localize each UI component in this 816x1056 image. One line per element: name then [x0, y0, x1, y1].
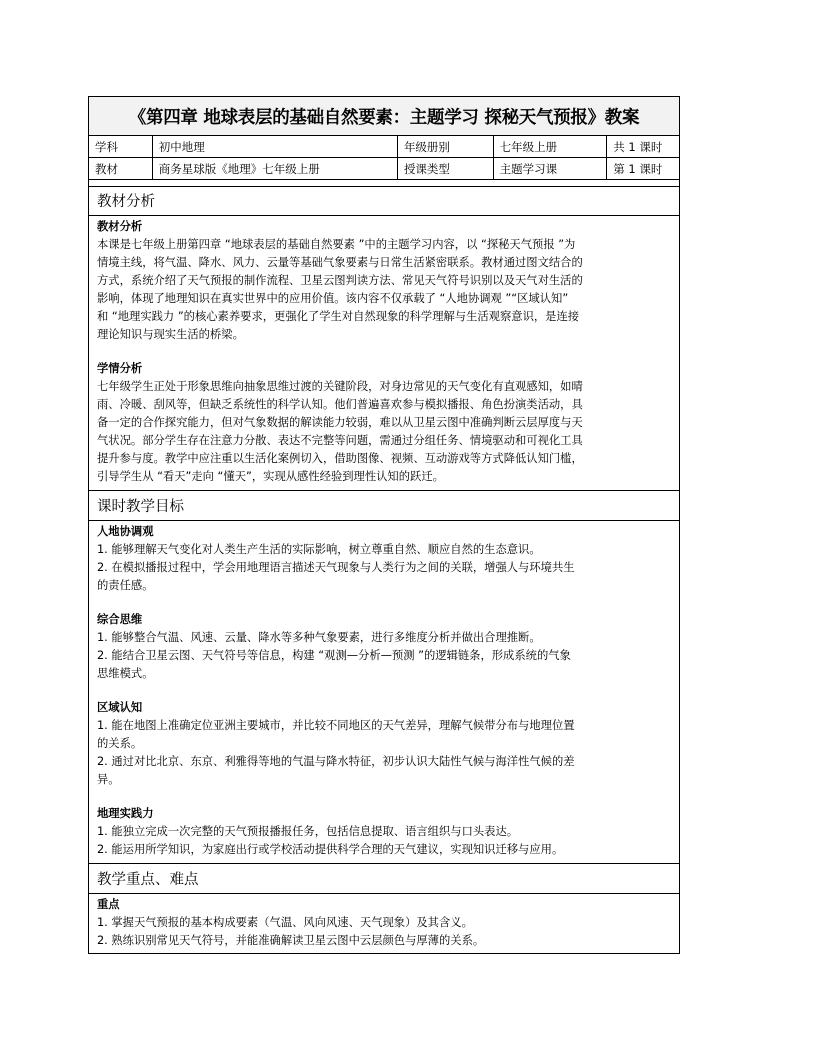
lesson-type-label: 授课类型: [398, 158, 494, 179]
text-line: 2. 能运用所学知识，为家庭出行或学校活动提供科学合理的天气建议，实现知识迁移与应用。: [97, 843, 564, 856]
section-body-analysis: [89, 216, 679, 486]
text-line: 方式，系统介绍了天气预报的制作流程、卫星云图判读方法、常见天气符号识别以及天气对生活的: [97, 274, 583, 287]
section-body-key-points: [89, 894, 679, 950]
subheading-goal-4: 地理实践力: [97, 807, 154, 820]
subheading-material: 教材分析: [97, 220, 143, 233]
text-line: 本课是七年级上册第四章 “地球表层的基础自然要素 ”中的主题学习内容，以 “探秘天气预报 ”为: [97, 238, 576, 251]
text-line: 备一定的合作探究能力，但对气象数据的解读能力较弱，难以从卫星云图中准确判断云层厚度与天: [97, 416, 583, 429]
text-line: 情境主线，将气温、降水、风力、云量等基础气象要素与日常生活紧密联系。教材通过图文结合的: [97, 256, 583, 269]
spacer: [97, 595, 671, 611]
grade-label: 年级册别: [398, 136, 494, 157]
section-heading-analysis: 教材分析: [89, 186, 679, 216]
spacer: [97, 789, 671, 805]
subject-value: 初中地理: [153, 136, 398, 157]
text-line: 思维模式。: [97, 667, 154, 680]
textbook-value: 商务星球版《地理》七年级上册: [153, 158, 398, 179]
grade-value: 七年级上册: [494, 136, 608, 157]
spacer: [97, 683, 671, 699]
text-line: 2. 熟练识别常见天气符号，并能准确解读卫星云图中云层颜色与厚薄的关系。: [97, 934, 485, 947]
text-line: 2. 在模拟播报过程中，学会用地理语言描述天气现象与人类行为之间的关联，增强人与环境共生: [97, 561, 575, 574]
section-heading-key-points: 教学重点、难点: [89, 864, 679, 894]
lesson-type-value: 主题学习课: [494, 158, 608, 179]
text-line: 气状况。部分学生存在注意力分散、表达不完整等问题，需通过分组任务、情境驱动和可视化工具: [97, 434, 583, 447]
title-row: [89, 97, 679, 136]
text-line: 雨、冷暖、刮风等，但缺乏系统性的科学认知。他们普遍喜欢参与模拟播报、角色扮演类活动，具: [97, 398, 583, 411]
text-line: 1. 掌握天气预报的基本构成要素（气温、风向风速、天气现象）及其含义。: [97, 916, 473, 929]
text-line: 的责任感。: [97, 579, 154, 592]
subheading-goal-3: 区域认知: [97, 701, 143, 714]
text-line: 引导学生从 “看天”走向 “懂天”，实现从感性经验到理性认知的跃迁。: [97, 470, 444, 483]
subheading-goal-1: 人地协调观: [97, 525, 154, 538]
text-line: 提升参与度。教学中应注重以生活化案例切入，借助图像、视频、互动游戏等方式降低认知门槛，: [97, 452, 583, 465]
text-line: 和 “地理实践力 ”的核心素养要求，更强化了学生对自然现象的科学理解与生活观察意识，是连接: [97, 310, 580, 323]
info-row-2: [89, 158, 679, 180]
lesson-plan-document: [88, 96, 680, 954]
subheading-goal-2: 综合思维: [97, 613, 143, 626]
total-hours: 共 1 课时: [613, 139, 663, 154]
text-line: 七年级学生正处于形象思维向抽象思维过渡的关键阶段，对身边常见的天气变化有直观感知，如晴: [97, 380, 583, 393]
text-line: 2. 通过对比北京、东京、利雅得等地的气温与降水特征，初步认识大陆性气候与海洋性气候的差: [97, 755, 575, 768]
info-row-1: [89, 136, 679, 158]
current-hour: 第 1 课时: [613, 161, 663, 176]
text-line: 1. 能独立完成一次完整的天气预报播报任务，包括信息提取、语言组织与口头表达。: [97, 825, 519, 838]
text-line: 1. 能够整合气温、风速、云量、降水等多种气象要素，进行多维度分析并做出合理推断。: [97, 631, 541, 644]
section-heading-objectives: 课时教学目标: [89, 491, 679, 521]
text-line: 异。: [97, 773, 120, 786]
text-line: 理论知识与现实生活的桥梁。: [97, 328, 244, 341]
text-line: 影响，体现了地理知识在真实世界中的应用价值。该内容不仅承载了 “人地协调观 ”“区域认知”: [97, 292, 569, 305]
document-title: 《第四章 地球表层的基础自然要素：主题学习 探秘天气预报》教案: [128, 107, 640, 128]
section-body-objectives: [89, 521, 679, 859]
text-line: 2. 能结合卫星云图、天气符号等信息，构建 “观测—分析—预测 ”的逻辑链条，形成系统的气象: [97, 649, 571, 662]
text-line: 的关系。: [97, 737, 143, 750]
subheading-students: 学情分析: [97, 362, 143, 375]
text-line: 1. 能够理解天气变化对人类生产生活的实际影响，树立尊重自然、顺应自然的生态意识。: [97, 543, 541, 556]
subheading-key: 重点: [97, 898, 120, 911]
spacer: [97, 344, 671, 360]
subject-label: 学科: [89, 136, 153, 157]
text-line: 1. 能在地图上准确定位亚洲主要城市，并比较不同地区的天气差异，理解气候带分布与地理位置: [97, 719, 575, 732]
textbook-label: 教材: [89, 158, 153, 179]
